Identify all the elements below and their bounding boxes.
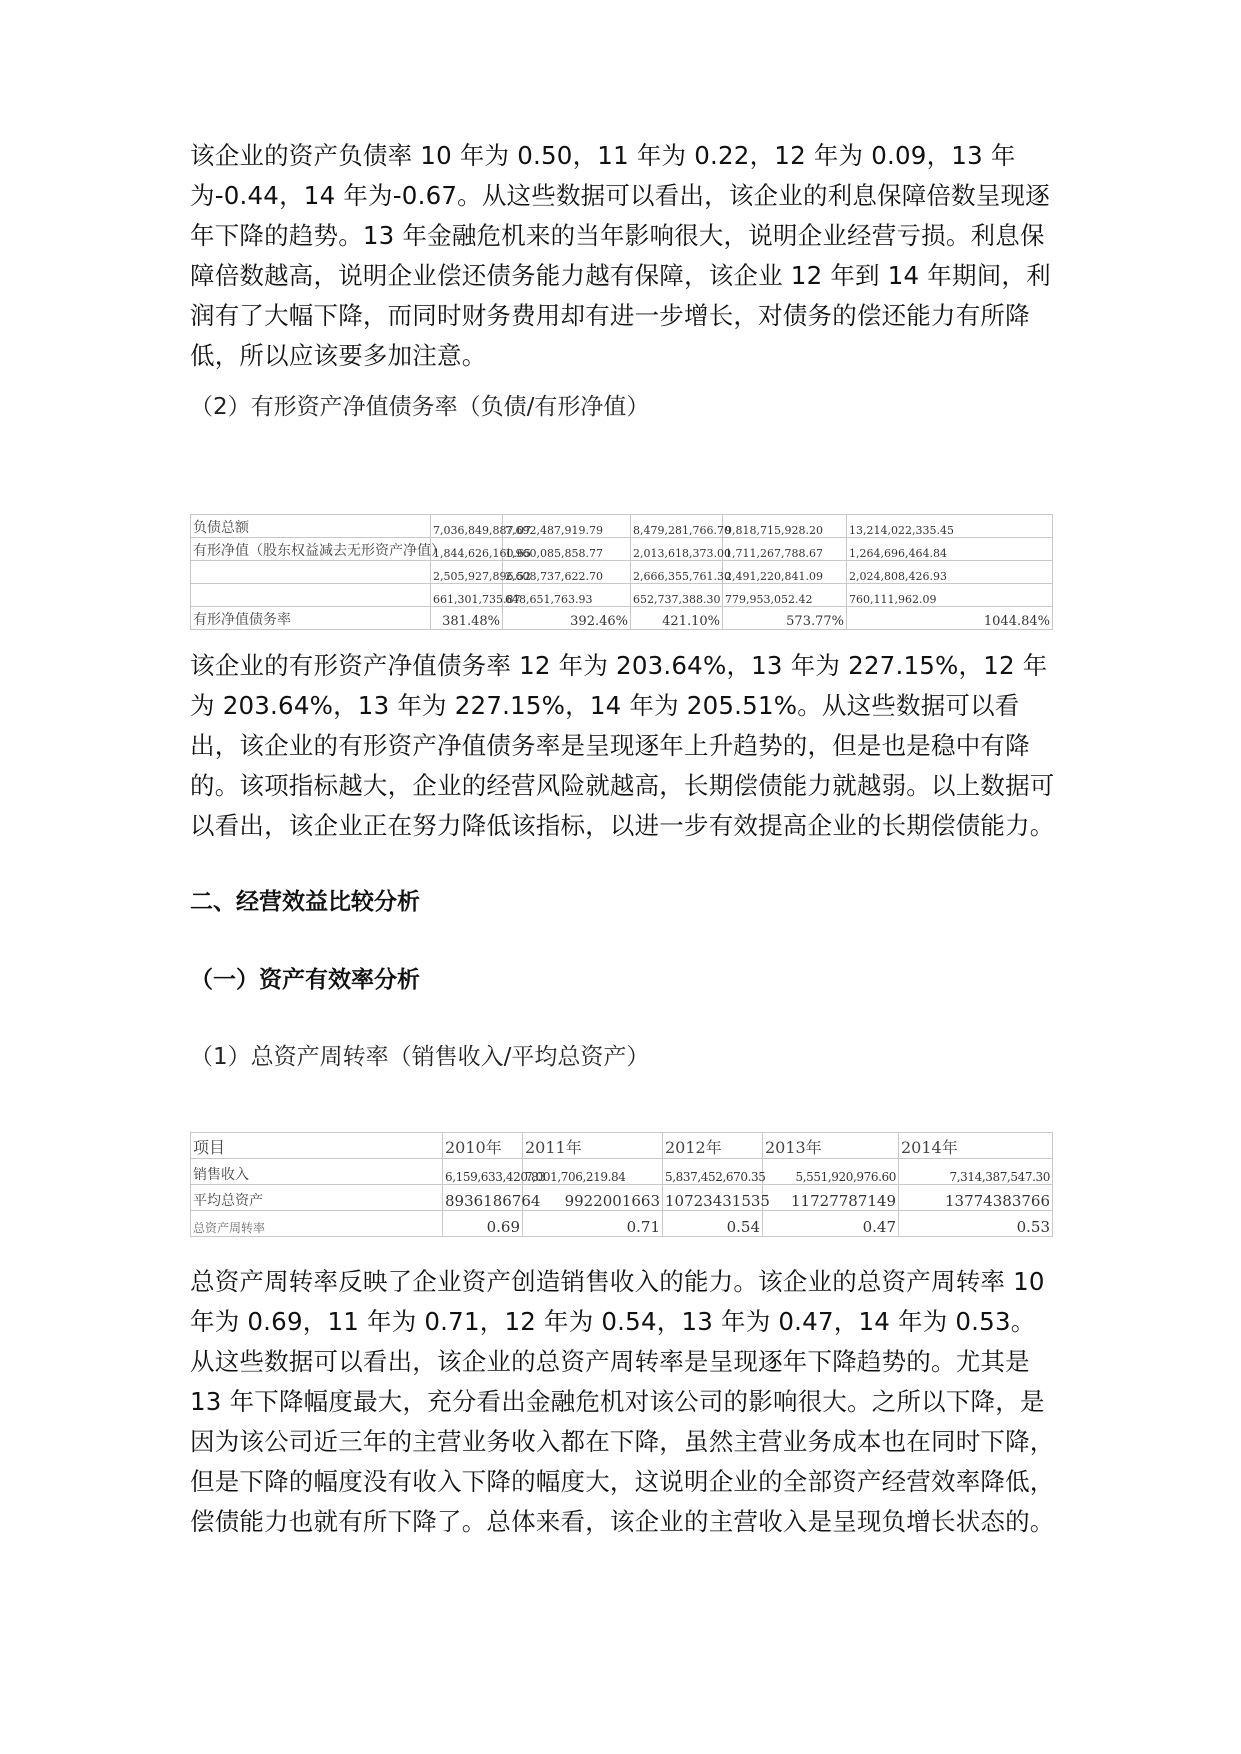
table-cell: 2,013,618,373.00 [631, 538, 723, 561]
heading-tangible-net-worth-ratio: （2）有形资产净值债务率（负债/有形净值） [190, 394, 650, 420]
row-label: 销售收入 [191, 1159, 443, 1185]
column-header: 2014年 [899, 1133, 1053, 1159]
table-cell: 8,479,281,766.70 [631, 515, 723, 538]
table-cell: 1044.84% [847, 607, 1053, 630]
table-cell: 7,001,706,219.84 [523, 1159, 663, 1185]
row-label [191, 584, 431, 607]
column-header: 2013年 [763, 1133, 899, 1159]
table-cell: 9,818,715,928.20 [723, 515, 847, 538]
row-label: 负债总额 [191, 515, 431, 538]
table-cell: 13,214,022,335.45 [847, 515, 1053, 538]
table-cell: 10723431535 [663, 1185, 763, 1211]
table-cell: 1,711,267,788.67 [723, 538, 847, 561]
row-label: 有形净值（股东权益减去无形资产净值） [191, 538, 431, 561]
column-header: 2012年 [663, 1133, 763, 1159]
heading-operating-efficiency: 二、经营效益比较分析 [190, 889, 420, 915]
table-cell: 2,505,927,896.52 [431, 561, 503, 584]
paragraph-interest-coverage: 该企业的资产负债率 10 年为 0.50，11 年为 0.22，12 年为 0.09，13 年为-0.44，14 年为-0.67。从这些数据可以看出，该企业的利息保障倍数呈现逐年下降的趋势。13 年金融危机来的当年影响很大，说明企业经营亏损。利息保障倍数越高，说明企业偿还债务能力越有保障，该企业 12 年到 14 年期间，利润有了大幅下降，而同时财务费用却有进一步增长，对债务的偿还能力有所降低，所以应该要多加注意。 [190, 141, 1051, 370]
table-cell: 392.46% [503, 607, 631, 630]
table-row [191, 1185, 1053, 1211]
table-cell: 5,837,452,670.35 [663, 1159, 763, 1185]
table-cell: 779,953,052.42 [723, 584, 847, 607]
column-header: 项目 [191, 1133, 443, 1159]
table-cell: 661,301,735.87 [431, 584, 503, 607]
table-cell: 2,608,737,622.70 [503, 561, 631, 584]
heading-asset-efficiency: （一）资产有效率分析 [190, 967, 420, 993]
paragraph-total-asset-turnover: 总资产周转率反映了企业资产创造销售收入的能力。该企业的总资产周转率 10 年为 0.69，11 年为 0.71，12 年为 0.54，13 年为 0.47，14 年为 0.53。从这些数据可以看出，该企业的总资产周转率是呈现逐年下降趋势的。尤其是 13 年下降幅度最大，充分看出金融危机对该公司的影响很大。之所以下降，是因为该公司近三年的主营业务收入都在下降，虽然主营业务成本也在同时下降，但是下降的幅度没有收入下降的幅度大，这说明企业的全部资产经营效率降低，偿债能力也就有所下降了。总体来看，该企业的主营收入是呈现负增长状态的。 [190, 1267, 1055, 1536]
table-row [191, 1211, 1053, 1237]
table-row [191, 561, 1053, 584]
table-cell: 5,551,920,976.60 [763, 1159, 899, 1185]
table-cell: 7,692,487,919.79 [503, 515, 631, 538]
row-label: 总资产周转率 [191, 1211, 443, 1237]
table-row [191, 515, 1053, 538]
table-cell: 648,651,763.93 [503, 584, 631, 607]
table-row [191, 1159, 1053, 1185]
table-cell: 13774383766 [899, 1185, 1053, 1211]
table-tangible-net-worth [190, 514, 1053, 630]
table-row [191, 607, 1053, 630]
row-label [191, 561, 431, 584]
table-cell: 7,036,849,887.07 [431, 515, 503, 538]
column-header: 2011年 [523, 1133, 663, 1159]
table-row [191, 584, 1053, 607]
table-cell: 1,960,085,858.77 [503, 538, 631, 561]
table-cell: 2,491,220,841.09 [723, 561, 847, 584]
table-cell: 1,264,696,464.84 [847, 538, 1053, 561]
heading-total-asset-turnover: （1）总资产周转率（销售收入/平均总资产） [190, 1044, 650, 1070]
table-cell: 9922001663 [523, 1185, 663, 1211]
table-header-row [191, 1133, 1053, 1159]
table-cell: 0.47 [763, 1211, 899, 1237]
row-label: 有形净值债务率 [191, 607, 431, 630]
table-cell: 11727787149 [763, 1185, 899, 1211]
row-label: 平均总资产 [191, 1185, 443, 1211]
table-cell: 381.48% [431, 607, 503, 630]
table-cell: 652,737,388.30 [631, 584, 723, 607]
table-cell: 760,111,962.09 [847, 584, 1053, 607]
table-cell: 573.77% [723, 607, 847, 630]
table-cell: 6,159,633,420.83 [443, 1159, 523, 1185]
table-cell: 7,314,387,547.30 [899, 1159, 1053, 1185]
table-cell: 0.54 [663, 1211, 763, 1237]
table-cell: 0.69 [443, 1211, 523, 1237]
column-header: 2010年 [443, 1133, 523, 1159]
table-cell: 8936186764 [443, 1185, 523, 1211]
table-cell: 0.53 [899, 1211, 1053, 1237]
table-cell: 0.71 [523, 1211, 663, 1237]
table-cell: 1,844,626,160.65 [431, 538, 503, 561]
table-cell: 2,024,808,426.93 [847, 561, 1053, 584]
table-row [191, 538, 1053, 561]
table-cell: 2,666,355,761.30 [631, 561, 723, 584]
paragraph-tangible-net-worth: 该企业的有形资产净值债务率 12 年为 203.64%，13 年为 227.15%，12 年为 203.64%，13 年为 227.15%，14 年为 205.51%。从这些数据可以看出，该企业的有形资产净值债务率是呈现逐年上升趋势的，但是也是稳中有降的。该项指标越大，企业的经营风险就越高，长期偿债能力就越弱。以上数据可以看出，该企业正在努力降低该指标，以进一步有效提高企业的长期偿债能力。 [190, 651, 1055, 840]
table-total-asset-turnover [190, 1132, 1053, 1237]
table-cell: 421.10% [631, 607, 723, 630]
